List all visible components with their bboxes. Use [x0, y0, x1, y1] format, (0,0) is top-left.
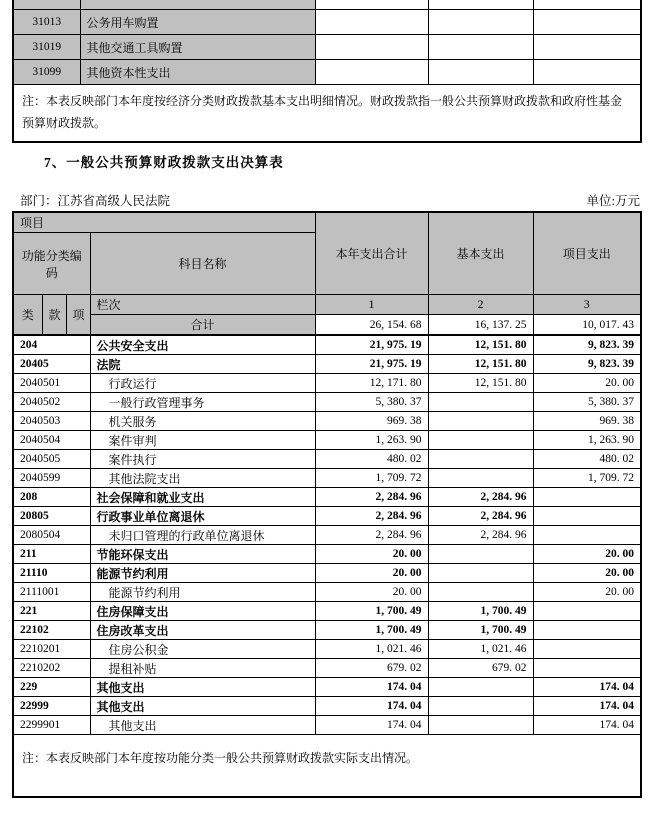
row-total: 5, 380. 37	[315, 393, 428, 412]
cutoff-cell	[315, 0, 428, 10]
meta-row	[20, 191, 640, 209]
header-total-col: 本年支出合计	[315, 212, 428, 295]
row-value-2	[428, 35, 533, 60]
row-name: 一般行政管理事务	[90, 393, 315, 412]
header-basic-col: 基本支出	[428, 212, 533, 295]
row-total: 1, 021. 46	[315, 640, 428, 659]
table-row	[13, 374, 641, 393]
section-title: 7、一般公共预算财政拨款支出决算表	[44, 155, 284, 170]
row-name: 未归口管理的行政单位离退休	[90, 526, 315, 545]
table-row	[13, 659, 641, 678]
row-name: 住房保障支出	[90, 602, 315, 621]
row-project: 174. 04	[533, 716, 641, 735]
row-total: 174. 04	[315, 716, 428, 735]
row-value-2	[428, 60, 533, 85]
row-total: 20. 00	[315, 564, 428, 583]
row-code: 20405	[13, 355, 90, 374]
row-name: 其他交通工具购置	[80, 35, 315, 60]
row-value-1	[315, 35, 428, 60]
row-total: 1, 700. 49	[315, 602, 428, 621]
row-code: 229	[13, 678, 90, 697]
table-row	[13, 564, 641, 583]
row-name: 能源节约利用	[90, 583, 315, 602]
row-name: 行政事业单位离退休	[90, 507, 315, 526]
row-project: 174. 04	[533, 697, 641, 716]
row-basic: 2, 284. 96	[428, 526, 533, 545]
header-subject-name: 科目名称	[90, 233, 315, 295]
row-name: 行政运行	[90, 374, 315, 393]
row-basic	[428, 716, 533, 735]
row-value-2	[428, 10, 533, 35]
row-project	[533, 526, 641, 545]
header-row-label: 栏次	[90, 295, 315, 315]
row-name: 公共安全支出	[90, 335, 315, 355]
table-row	[13, 10, 641, 35]
row-name: 其他支出	[90, 716, 315, 735]
row-code: 2210201	[13, 640, 90, 659]
row-basic: 12, 151. 80	[428, 374, 533, 393]
header-row-project	[13, 212, 641, 233]
cutoff-row	[13, 0, 641, 10]
row-name: 其他资本性支出	[80, 60, 315, 85]
header-col-no-2: 2	[428, 295, 533, 315]
row-total: 20. 00	[315, 545, 428, 564]
row-project	[533, 659, 641, 678]
row-name: 机关服务	[90, 412, 315, 431]
row-name: 住房改革支出	[90, 621, 315, 640]
row-basic: 1, 700. 49	[428, 621, 533, 640]
row-code: 31019	[13, 35, 80, 60]
table-row	[13, 583, 641, 602]
row-name: 其他支出	[90, 697, 315, 716]
table-note: 注：本表反映部门本年度按经济分类财政拨款基本支出明细情况。财政拨款指一般公共预算财政拨款和政府性基金预算财政拨款。	[13, 85, 641, 143]
table-row	[13, 60, 641, 85]
header-sub-item: 项	[66, 295, 90, 336]
row-value-3	[533, 10, 641, 35]
row-name: 能源节约利用	[90, 564, 315, 583]
table-row	[13, 507, 641, 526]
row-code: 31099	[13, 60, 80, 85]
table-row	[13, 355, 641, 374]
row-project: 5, 380. 37	[533, 393, 641, 412]
row-name: 案件执行	[90, 450, 315, 469]
header-project-cell: 项目	[13, 212, 315, 233]
table-note: 注：本表反映部门本年度按功能分类一般公共预算财政拨款实际支出情况。	[13, 735, 641, 798]
row-total: 174. 04	[315, 697, 428, 716]
header-row-lanci	[13, 295, 641, 315]
row-code: 204	[13, 335, 90, 355]
row-project: 9, 823. 39	[533, 335, 641, 355]
row-basic: 679. 02	[428, 659, 533, 678]
row-project: 1, 263. 90	[533, 431, 641, 450]
table-row	[13, 526, 641, 545]
table-row	[13, 697, 641, 716]
row-project: 20. 00	[533, 583, 641, 602]
table-row	[13, 35, 641, 60]
grand-total-project: 10, 017. 43	[533, 315, 641, 336]
row-basic	[428, 697, 533, 716]
grand-total-total: 26, 154. 68	[315, 315, 428, 336]
note-row	[13, 85, 641, 143]
row-code: 2210202	[13, 659, 90, 678]
table-row	[13, 469, 641, 488]
table-row	[13, 335, 641, 355]
cutoff-cell	[80, 0, 315, 10]
header-col-no-3: 3	[533, 295, 641, 315]
row-basic: 1, 700. 49	[428, 602, 533, 621]
row-project: 20. 00	[533, 374, 641, 393]
row-basic	[428, 431, 533, 450]
row-name: 公务用车购置	[80, 10, 315, 35]
row-total: 20. 00	[315, 583, 428, 602]
unit-label: 单位:万元	[586, 194, 640, 208]
grand-total-row	[13, 315, 641, 336]
row-project: 174. 04	[533, 678, 641, 697]
row-basic	[428, 564, 533, 583]
table-row	[13, 412, 641, 431]
table-row	[13, 678, 641, 697]
row-code: 2299901	[13, 716, 90, 735]
header-func-code: 功能分类编码	[13, 233, 90, 295]
row-name: 社会保障和就业支出	[90, 488, 315, 507]
row-value-1	[315, 10, 428, 35]
row-project	[533, 621, 641, 640]
row-basic	[428, 412, 533, 431]
row-code: 2040503	[13, 412, 90, 431]
row-project	[533, 488, 641, 507]
row-project: 20. 00	[533, 564, 641, 583]
cutoff-cell	[13, 0, 80, 10]
row-project	[533, 507, 641, 526]
row-value-3	[533, 60, 641, 85]
row-project: 1, 709. 72	[533, 469, 641, 488]
row-total: 174. 04	[315, 678, 428, 697]
row-total: 2, 284. 96	[315, 507, 428, 526]
row-code: 21110	[13, 564, 90, 583]
row-value-1	[315, 60, 428, 85]
table-row	[13, 602, 641, 621]
row-basic	[428, 545, 533, 564]
table-row	[13, 545, 641, 564]
table-row	[13, 488, 641, 507]
row-basic	[428, 450, 533, 469]
header-sub-class: 类	[13, 295, 42, 336]
row-total: 969. 38	[315, 412, 428, 431]
row-value-3	[533, 35, 641, 60]
row-code: 22999	[13, 697, 90, 716]
row-code: 2040501	[13, 374, 90, 393]
row-name: 案件审判	[90, 431, 315, 450]
row-basic: 12, 151. 80	[428, 335, 533, 355]
row-name: 其他支出	[90, 678, 315, 697]
row-project	[533, 602, 641, 621]
header-sub-section: 款	[42, 295, 66, 336]
row-total: 21, 975. 19	[315, 335, 428, 355]
department-label: 部门：江苏省高级人民法院	[20, 194, 171, 208]
table-row	[13, 716, 641, 735]
grand-total-label: 合计	[90, 315, 315, 336]
cutoff-cell	[428, 0, 533, 10]
row-total: 2, 284. 96	[315, 526, 428, 545]
note-row	[13, 735, 641, 798]
row-basic	[428, 678, 533, 697]
row-code: 20805	[13, 507, 90, 526]
header-project-expense-col: 项目支出	[533, 212, 641, 295]
row-total: 21, 975. 19	[315, 355, 428, 374]
row-name: 其他法院支出	[90, 469, 315, 488]
table-row	[13, 431, 641, 450]
general-budget-expenditure-table	[12, 211, 642, 798]
row-basic	[428, 469, 533, 488]
table-row	[13, 450, 641, 469]
row-name: 节能环保支出	[90, 545, 315, 564]
row-name: 住房公积金	[90, 640, 315, 659]
row-project	[533, 640, 641, 659]
row-basic	[428, 583, 533, 602]
table-row	[13, 640, 641, 659]
row-code: 211	[13, 545, 90, 564]
row-total: 679. 02	[315, 659, 428, 678]
table-row	[13, 621, 641, 640]
header-col-no-1: 1	[315, 295, 428, 315]
row-code: 2111001	[13, 583, 90, 602]
row-code: 2040504	[13, 431, 90, 450]
row-basic: 2, 284. 96	[428, 507, 533, 526]
row-code: 31013	[13, 10, 80, 35]
grand-total-basic: 16, 137. 25	[428, 315, 533, 336]
row-total: 12, 171. 80	[315, 374, 428, 393]
row-project: 969. 38	[533, 412, 641, 431]
row-basic: 2, 284. 96	[428, 488, 533, 507]
row-total: 1, 700. 49	[315, 621, 428, 640]
row-code: 221	[13, 602, 90, 621]
row-basic	[428, 393, 533, 412]
row-project: 480. 02	[533, 450, 641, 469]
row-total: 2, 284. 96	[315, 488, 428, 507]
cutoff-cell	[533, 0, 641, 10]
row-name: 提租补贴	[90, 659, 315, 678]
row-code: 22102	[13, 621, 90, 640]
row-total: 1, 709. 72	[315, 469, 428, 488]
row-project: 20. 00	[533, 545, 641, 564]
row-total: 480. 02	[315, 450, 428, 469]
row-code: 2040502	[13, 393, 90, 412]
row-project: 9, 823. 39	[533, 355, 641, 374]
row-basic: 12, 151. 80	[428, 355, 533, 374]
table-row	[13, 393, 641, 412]
row-total: 1, 263. 90	[315, 431, 428, 450]
row-basic: 1, 021. 46	[428, 640, 533, 659]
row-code: 2040599	[13, 469, 90, 488]
row-code: 208	[13, 488, 90, 507]
row-code: 2040505	[13, 450, 90, 469]
economic-classification-table-fragment	[12, 0, 642, 143]
row-name: 法院	[90, 355, 315, 374]
row-code: 2080504	[13, 526, 90, 545]
